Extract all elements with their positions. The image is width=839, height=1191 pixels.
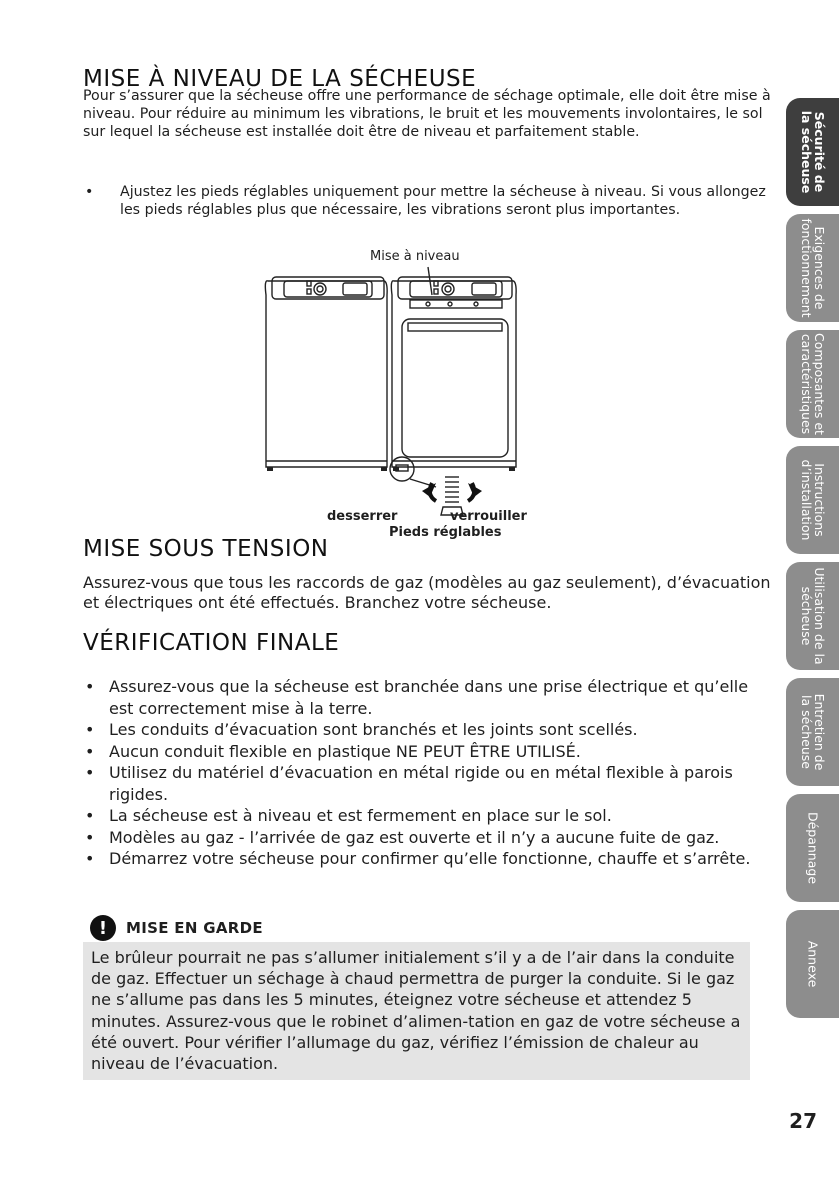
tab-label: Entretien de la sécheuse bbox=[798, 693, 827, 771]
section-title-leveling: MISE À NIVEAU DE LA SÉCHEUSE bbox=[83, 66, 477, 92]
list-item: • Assurez-vous que la sécheuse est branchée dans une prise électrique et qu’elle est correctement mise à la terre. bbox=[83, 676, 773, 719]
final-check-list bbox=[83, 676, 773, 870]
tab-dryer-use[interactable] bbox=[786, 562, 839, 670]
tab-dryer-care[interactable] bbox=[786, 678, 839, 786]
tab-label: Composantes et caractéristiques bbox=[798, 333, 827, 435]
tab-components-features[interactable] bbox=[786, 330, 839, 438]
tab-dryer-safety[interactable] bbox=[786, 98, 839, 206]
bullet-dot: • bbox=[85, 184, 94, 200]
list-item: • Les conduits d’évacuation sont branchés et les joints sont scellés. bbox=[83, 719, 773, 741]
caution-title: MISE EN GARDE bbox=[126, 919, 263, 937]
tab-label: Sécurité de la sécheuse bbox=[798, 110, 827, 194]
leveling-bullet-text: Ajustez les pieds réglables uniquement pour mettre la sécheuse à niveau. Si vous allongez les pieds réglables plus que nécessaire, les vibrations seront plus importantes. bbox=[120, 184, 766, 218]
tab-troubleshooting[interactable] bbox=[786, 794, 839, 902]
list-item: • Modèles au gaz - l’arrivée de gaz est ouverte et il n’y a aucune fuite de gaz. bbox=[83, 827, 773, 849]
washer-dryer-illustration bbox=[250, 245, 570, 545]
leveling-intro: Pour s’assurer que la sécheuse offre une performance de séchage optimale, elle doit être mise à niveau. Pour réduire au minimum les vibrations, le bruit et les mouvements involontaires, le sol sur lequel la sécheuse est installée doit être de niveau et parfaitement stable. bbox=[83, 88, 771, 140]
caution-box: Le brûleur pourrait ne pas s’allumer initialement s’il y a de l’air dans la conduite de gaz. Effectuer un séchage à chaud permettra de purger la conduite. Si le gaz ne s’allume pas dans les 5 minutes, éteignez votre sécheuse et attendez 5 minutes. Assurez-vous que le robinet d’alimen-tation en gaz de votre sécheuse a été ouvert. Pour vérifier l’allumage du gaz, vérifiez l’émission de chaleur au niveau de l’évacuation. bbox=[83, 942, 750, 1080]
list-item: • La sécheuse est à niveau et est fermement en place sur le sol. bbox=[83, 805, 773, 827]
tab-label: Instructions d’installation bbox=[798, 459, 827, 541]
section-title-power: MISE SOUS TENSION bbox=[83, 536, 329, 562]
feet-label: Pieds réglables bbox=[389, 525, 502, 540]
loosen-label: desserrer bbox=[327, 509, 398, 524]
section-title-final-check: VÉRIFICATION FINALE bbox=[83, 630, 340, 656]
caution-header bbox=[90, 913, 263, 943]
power-text: Assurez-vous que tous les raccords de gaz (modèles au gaz seulement), d’évacuation et électriques ont été effectués. Branchez votre sécheuse. bbox=[83, 573, 771, 612]
tab-label: Annexe bbox=[805, 940, 820, 988]
tab-label: Exigences de fonctionnement bbox=[798, 218, 827, 318]
leveling-label: Mise à niveau bbox=[370, 249, 460, 264]
tab-appendix[interactable] bbox=[786, 910, 839, 1018]
list-item: • Démarrez votre sécheuse pour confirmer qu’elle fonctionne, chauffe et s’arrête. bbox=[83, 848, 773, 870]
tab-label: Utilisation de la sécheuse bbox=[798, 567, 827, 665]
page-number: 27 bbox=[789, 1109, 817, 1133]
list-item: • Utilisez du matériel d’évacuation en métal rigide ou en métal flexible à parois rigides. bbox=[83, 762, 773, 805]
caution-icon: ! bbox=[90, 915, 116, 941]
tab-label: Dépannage bbox=[805, 811, 820, 885]
tab-installation-instructions[interactable] bbox=[786, 446, 839, 554]
leveling-bullet bbox=[83, 183, 773, 219]
tab-operating-requirements[interactable] bbox=[786, 214, 839, 322]
lock-label: verrouiller bbox=[450, 509, 527, 524]
appliances-drawing bbox=[250, 245, 570, 545]
list-item: • Aucun conduit flexible en plastique NE PEUT ÊTRE UTILISÉ. bbox=[83, 741, 773, 763]
